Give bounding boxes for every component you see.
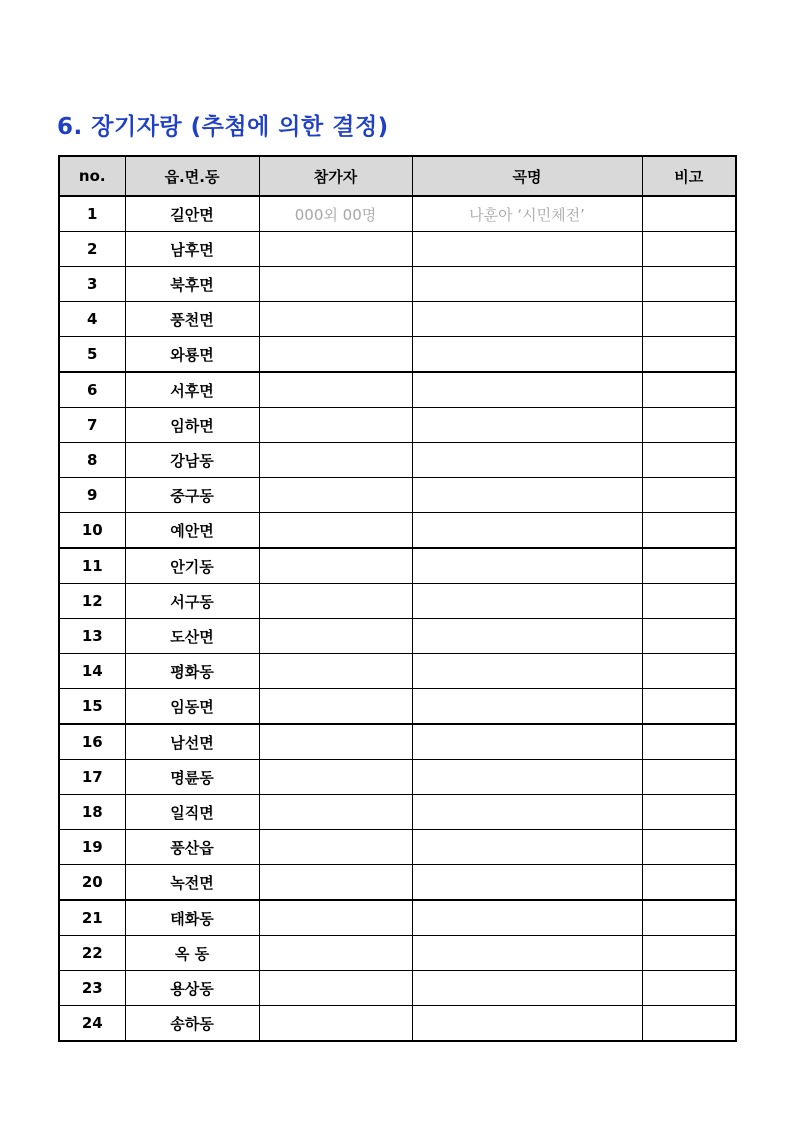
cell-participants[interactable]: 000외 00명 <box>259 196 412 232</box>
cell-area: 예안면 <box>125 513 259 549</box>
cell-participants[interactable] <box>259 724 412 760</box>
header-note: 비고 <box>642 156 736 196</box>
cell-note[interactable] <box>642 478 736 513</box>
cell-participants[interactable] <box>259 548 412 584</box>
table-row <box>59 372 736 408</box>
cell-participants[interactable] <box>259 830 412 865</box>
table-row <box>59 830 736 865</box>
table-row <box>59 408 736 443</box>
header-row <box>59 156 736 196</box>
table-row <box>59 971 736 1006</box>
cell-song[interactable] <box>412 232 642 267</box>
table-row <box>59 513 736 549</box>
cell-song[interactable] <box>412 548 642 584</box>
cell-participants[interactable] <box>259 936 412 971</box>
cell-song[interactable] <box>412 795 642 830</box>
cell-area: 송하동 <box>125 1006 259 1042</box>
cell-song[interactable] <box>412 724 642 760</box>
cell-participants[interactable] <box>259 900 412 936</box>
header-no: no. <box>59 156 125 196</box>
cell-participants[interactable] <box>259 232 412 267</box>
cell-song[interactable] <box>412 443 642 478</box>
cell-area: 임하면 <box>125 408 259 443</box>
cell-song[interactable]: 나훈아 ‘시민체전’ <box>412 196 642 232</box>
cell-note[interactable] <box>642 302 736 337</box>
table-row <box>59 689 736 725</box>
cell-area: 평화동 <box>125 654 259 689</box>
cell-song[interactable] <box>412 478 642 513</box>
cell-song[interactable] <box>412 372 642 408</box>
cell-participants[interactable] <box>259 689 412 725</box>
cell-song[interactable] <box>412 865 642 901</box>
cell-no: 2 <box>59 232 125 267</box>
table-row <box>59 619 736 654</box>
table-row <box>59 232 736 267</box>
cell-note[interactable] <box>642 689 736 725</box>
cell-song[interactable] <box>412 302 642 337</box>
cell-note[interactable] <box>642 232 736 267</box>
cell-no: 23 <box>59 971 125 1006</box>
cell-note[interactable] <box>642 795 736 830</box>
cell-song[interactable] <box>412 971 642 1006</box>
cell-participants[interactable] <box>259 654 412 689</box>
cell-song[interactable] <box>412 1006 642 1042</box>
cell-area: 안기동 <box>125 548 259 584</box>
cell-area: 일직면 <box>125 795 259 830</box>
cell-area: 북후면 <box>125 267 259 302</box>
cell-participants[interactable] <box>259 337 412 373</box>
cell-note[interactable] <box>642 584 736 619</box>
cell-note[interactable] <box>642 865 736 901</box>
cell-no: 6 <box>59 372 125 408</box>
cell-note[interactable] <box>642 619 736 654</box>
cell-song[interactable] <box>412 267 642 302</box>
cell-participants[interactable] <box>259 267 412 302</box>
cell-no: 24 <box>59 1006 125 1042</box>
cell-note[interactable] <box>642 548 736 584</box>
cell-participants[interactable] <box>259 584 412 619</box>
cell-participants[interactable] <box>259 372 412 408</box>
header-participants: 참가자 <box>259 156 412 196</box>
cell-area: 중구동 <box>125 478 259 513</box>
cell-song[interactable] <box>412 830 642 865</box>
cell-song[interactable] <box>412 760 642 795</box>
cell-participants[interactable] <box>259 795 412 830</box>
cell-no: 21 <box>59 900 125 936</box>
cell-area: 임동면 <box>125 689 259 725</box>
cell-song[interactable] <box>412 513 642 549</box>
cell-note[interactable] <box>642 408 736 443</box>
cell-area: 와룡면 <box>125 337 259 373</box>
cell-no: 7 <box>59 408 125 443</box>
cell-song[interactable] <box>412 584 642 619</box>
cell-participants[interactable] <box>259 865 412 901</box>
table-row <box>59 760 736 795</box>
table-row <box>59 478 736 513</box>
cell-no: 15 <box>59 689 125 725</box>
cell-no: 1 <box>59 196 125 232</box>
cell-participants[interactable] <box>259 443 412 478</box>
cell-note[interactable] <box>642 900 736 936</box>
table-row <box>59 724 736 760</box>
cell-participants[interactable] <box>259 408 412 443</box>
cell-note[interactable] <box>642 760 736 795</box>
cell-note[interactable] <box>642 267 736 302</box>
cell-note[interactable] <box>642 971 736 1006</box>
cell-area: 서구동 <box>125 584 259 619</box>
header-area: 읍.면.동 <box>125 156 259 196</box>
cell-song[interactable] <box>412 654 642 689</box>
cell-participants[interactable] <box>259 302 412 337</box>
table-row <box>59 443 736 478</box>
cell-no: 11 <box>59 548 125 584</box>
cell-area: 길안면 <box>125 196 259 232</box>
cell-area: 도산면 <box>125 619 259 654</box>
table-row <box>59 795 736 830</box>
cell-area: 풍산읍 <box>125 830 259 865</box>
cell-no: 20 <box>59 865 125 901</box>
table-row <box>59 865 736 901</box>
table-row <box>59 337 736 373</box>
cell-no: 18 <box>59 795 125 830</box>
table-row <box>59 302 736 337</box>
cell-area: 남후면 <box>125 232 259 267</box>
cell-area: 녹전면 <box>125 865 259 901</box>
cell-area: 풍천면 <box>125 302 259 337</box>
table-row <box>59 936 736 971</box>
table-row <box>59 900 736 936</box>
cell-note[interactable] <box>642 1006 736 1042</box>
cell-participants[interactable] <box>259 760 412 795</box>
cell-no: 19 <box>59 830 125 865</box>
cell-no: 5 <box>59 337 125 373</box>
cell-area: 남선면 <box>125 724 259 760</box>
cell-note[interactable] <box>642 443 736 478</box>
cell-area: 명륜동 <box>125 760 259 795</box>
cell-note[interactable] <box>642 936 736 971</box>
cell-participants[interactable] <box>259 478 412 513</box>
cell-no: 16 <box>59 724 125 760</box>
table-row <box>59 654 736 689</box>
cell-note[interactable] <box>642 830 736 865</box>
cell-area: 서후면 <box>125 372 259 408</box>
cell-no: 22 <box>59 936 125 971</box>
cell-note[interactable] <box>642 337 736 373</box>
cell-song[interactable] <box>412 337 642 373</box>
cell-song[interactable] <box>412 900 642 936</box>
cell-note[interactable] <box>642 196 736 232</box>
cell-no: 14 <box>59 654 125 689</box>
cell-area: 용상동 <box>125 971 259 1006</box>
contest-table <box>58 155 737 1042</box>
cell-song[interactable] <box>412 408 642 443</box>
cell-song[interactable] <box>412 936 642 971</box>
cell-participants[interactable] <box>259 513 412 549</box>
cell-no: 3 <box>59 267 125 302</box>
cell-note[interactable] <box>642 372 736 408</box>
cell-no: 8 <box>59 443 125 478</box>
cell-note[interactable] <box>642 513 736 549</box>
section-title: 6. 장기자랑 (추첨에 의한 결정) <box>57 114 389 140</box>
cell-note[interactable] <box>642 724 736 760</box>
cell-no: 12 <box>59 584 125 619</box>
cell-participants[interactable] <box>259 1006 412 1042</box>
cell-area: 태화동 <box>125 900 259 936</box>
cell-no: 4 <box>59 302 125 337</box>
header-song: 곡명 <box>412 156 642 196</box>
table-row <box>59 548 736 584</box>
cell-no: 9 <box>59 478 125 513</box>
table-row <box>59 267 736 302</box>
cell-participants[interactable] <box>259 971 412 1006</box>
table-row <box>59 196 736 232</box>
cell-area: 옥 동 <box>125 936 259 971</box>
cell-no: 17 <box>59 760 125 795</box>
cell-no: 13 <box>59 619 125 654</box>
cell-song[interactable] <box>412 619 642 654</box>
table-row <box>59 584 736 619</box>
cell-song[interactable] <box>412 689 642 725</box>
cell-no: 10 <box>59 513 125 549</box>
table-row <box>59 1006 736 1042</box>
cell-participants[interactable] <box>259 619 412 654</box>
cell-note[interactable] <box>642 654 736 689</box>
cell-area: 강남동 <box>125 443 259 478</box>
